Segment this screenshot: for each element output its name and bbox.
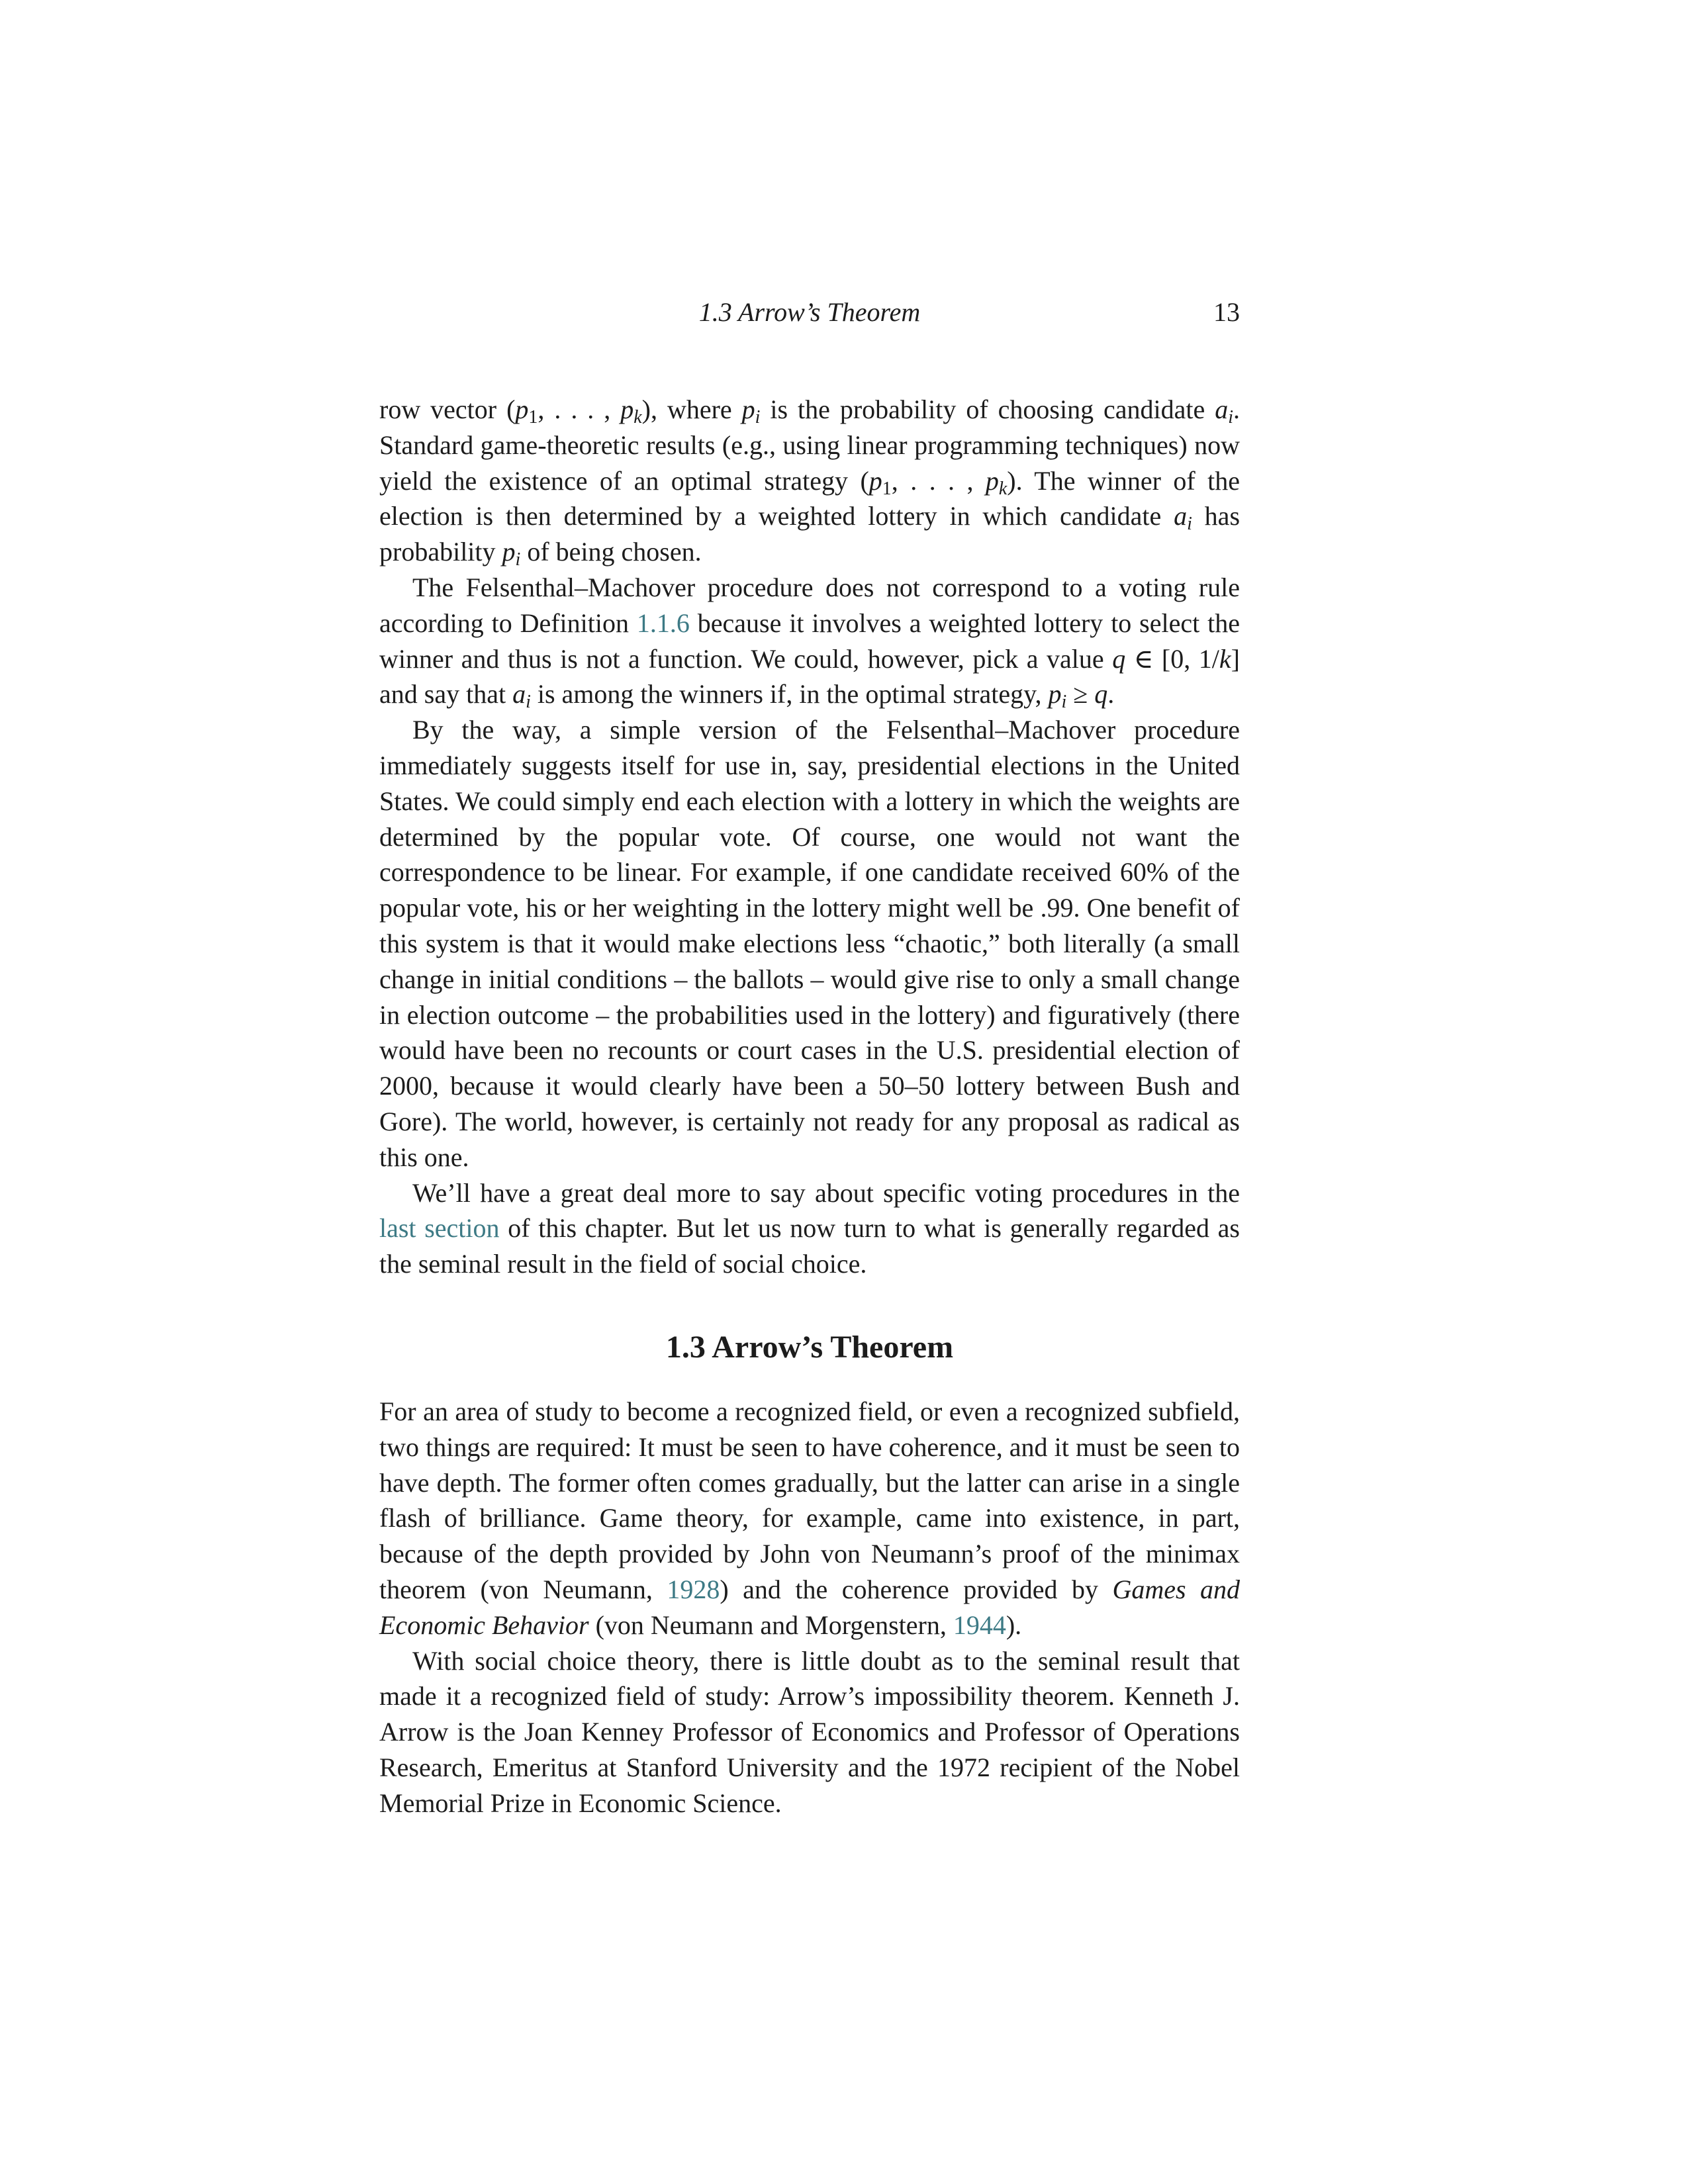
text-run: ).: [1006, 1610, 1022, 1640]
text-run: has probability: [379, 501, 1241, 567]
math-subscript: i: [526, 692, 531, 713]
text-run: because it involves a weighted lottery to select the winner and thus is not a function. We could, however, pick a value: [379, 608, 1240, 674]
paragraph-4: [379, 1175, 1240, 1282]
paragraph-1: [379, 392, 1240, 570]
text-run: (von Neumann and Morgenstern,: [588, 1610, 953, 1640]
math-variable: p: [868, 465, 882, 496]
section-paragraph-1: [379, 1394, 1240, 1643]
text-run: ), where: [641, 394, 742, 424]
section-paragraph-2: [379, 1643, 1240, 1821]
math-subscript: i: [1061, 692, 1067, 713]
math-variable: p: [985, 465, 999, 496]
math-variable: p: [1048, 679, 1062, 709]
text-run: ) and the coherence provided by: [720, 1574, 1113, 1604]
body-text-section: [379, 1394, 1240, 1821]
math-subscript: 1: [882, 478, 892, 499]
body-text-top: [379, 392, 1240, 1282]
running-head: [379, 293, 1240, 332]
math-variable: k: [1219, 643, 1231, 674]
text-run: is the probability of choosing candidate: [760, 394, 1215, 424]
text-run: row vector (: [379, 394, 516, 424]
math-subscript: i: [1187, 514, 1192, 535]
text-run: is among the winners if, in the optimal strategy,: [530, 679, 1049, 709]
text-run: For an area of study to become a recognized field, or even a recognized subfield, two things are required: It must be seen to have coherence, and it must be seen to have depth. The former often comes gradually, but the latter can arise in a single flash of brilliance. Game theory, for example, came into existence, in part, because of the depth provided by John von Neumann’s proof of the minimax theorem (von Neumann,: [379, 1396, 1240, 1604]
text-run: , . . . ,: [891, 465, 986, 496]
section-heading: 1.3 Arrow’s Theorem: [665, 1330, 954, 1365]
math-subscript: i: [515, 549, 521, 570]
paragraph-3: [379, 712, 1240, 1175]
math-variable: a: [1215, 394, 1229, 424]
text-run: By the way, a simple version of the Felsenthal–Machover procedure immediately suggests itself for use in, say, presidential elections in the United States. We could simply end each election with a lottery in which the weights are determined by the popular vote. Of course, one would not want the correspondence to be linear. For example, if one candidate received 60% of the popular vote, his or her weighting in the lottery might well be .99. One benefit of this system is that it would make elections less “chaotic,” both literally (a small change in initial conditions – the ballots – would give rise to only a small change in election outcome – the probabilities used in the lottery) and figuratively (there would have been no recounts or court cases in the U.S. presidential election of 2000, because it would clearly have been a 50–50 lottery between Bush and Gore). The world, however, is certainly not ready for any proposal as radical as this one.: [379, 715, 1240, 1172]
math-subscript: i: [1228, 407, 1234, 428]
math-variable: p: [741, 394, 755, 424]
text-run: . Standard game-theoretic results (e.g., using linear programming techniques) now yield the existence of an optimal strategy (: [379, 394, 1241, 496]
italic-title: Games and Economic Behavior: [379, 1574, 1241, 1640]
math-subscript: 1: [528, 407, 538, 428]
page-number: 13: [1213, 297, 1240, 327]
text-run: ∈ [0, 1/: [1125, 643, 1219, 674]
math-variable: a: [512, 679, 526, 709]
text-run: of this chapter. But let us now turn to what is generally regarded as the seminal result in the field of social choice.: [379, 1213, 1240, 1279]
paragraph-2: [379, 570, 1240, 712]
math-variable: q: [1112, 643, 1126, 674]
text-run: ] and say that: [379, 643, 1240, 709]
running-title: 1.3 Arrow’s Theorem: [698, 297, 921, 327]
text-run: ). The winner of the election is then determined by a weighted lottery in which candidate: [379, 465, 1240, 531]
cross-reference-link[interactable]: last section: [379, 1213, 500, 1244]
text-run: We’ll have a great deal more to say about specific voting procedures in the: [412, 1177, 1240, 1208]
cross-reference-link[interactable]: 1944: [953, 1610, 1006, 1640]
cross-reference-link[interactable]: 1.1.6: [636, 608, 690, 638]
math-variable: p: [515, 394, 529, 424]
math-variable: p: [502, 537, 516, 567]
math-subscript: k: [633, 407, 642, 428]
math-subscript: i: [755, 407, 761, 428]
math-subscript: k: [998, 478, 1008, 499]
text-run: , . . . ,: [538, 394, 621, 424]
text-run: .: [1107, 679, 1115, 709]
cross-reference-link[interactable]: 1928: [667, 1574, 720, 1604]
text-run: ≥: [1066, 679, 1095, 709]
math-variable: a: [1174, 501, 1188, 531]
text-run: of being chosen.: [520, 537, 702, 567]
text-run: With social choice theory, there is little doubt as to the seminal result that made it a recognized field of study: Arrow’s impossibility theorem. Kenneth J. Arrow is the Joan Kenney Professor of Economics and Professor of Operations Research, Emeritus at Stanford University and the 1972 recipient of the Nobel Memorial Prize in Economic Science.: [379, 1645, 1240, 1818]
math-variable: q: [1094, 679, 1108, 709]
text-run: The Felsenthal–Machover procedure does not correspond to a voting rule according to Definition: [379, 572, 1240, 638]
math-variable: p: [620, 394, 634, 424]
